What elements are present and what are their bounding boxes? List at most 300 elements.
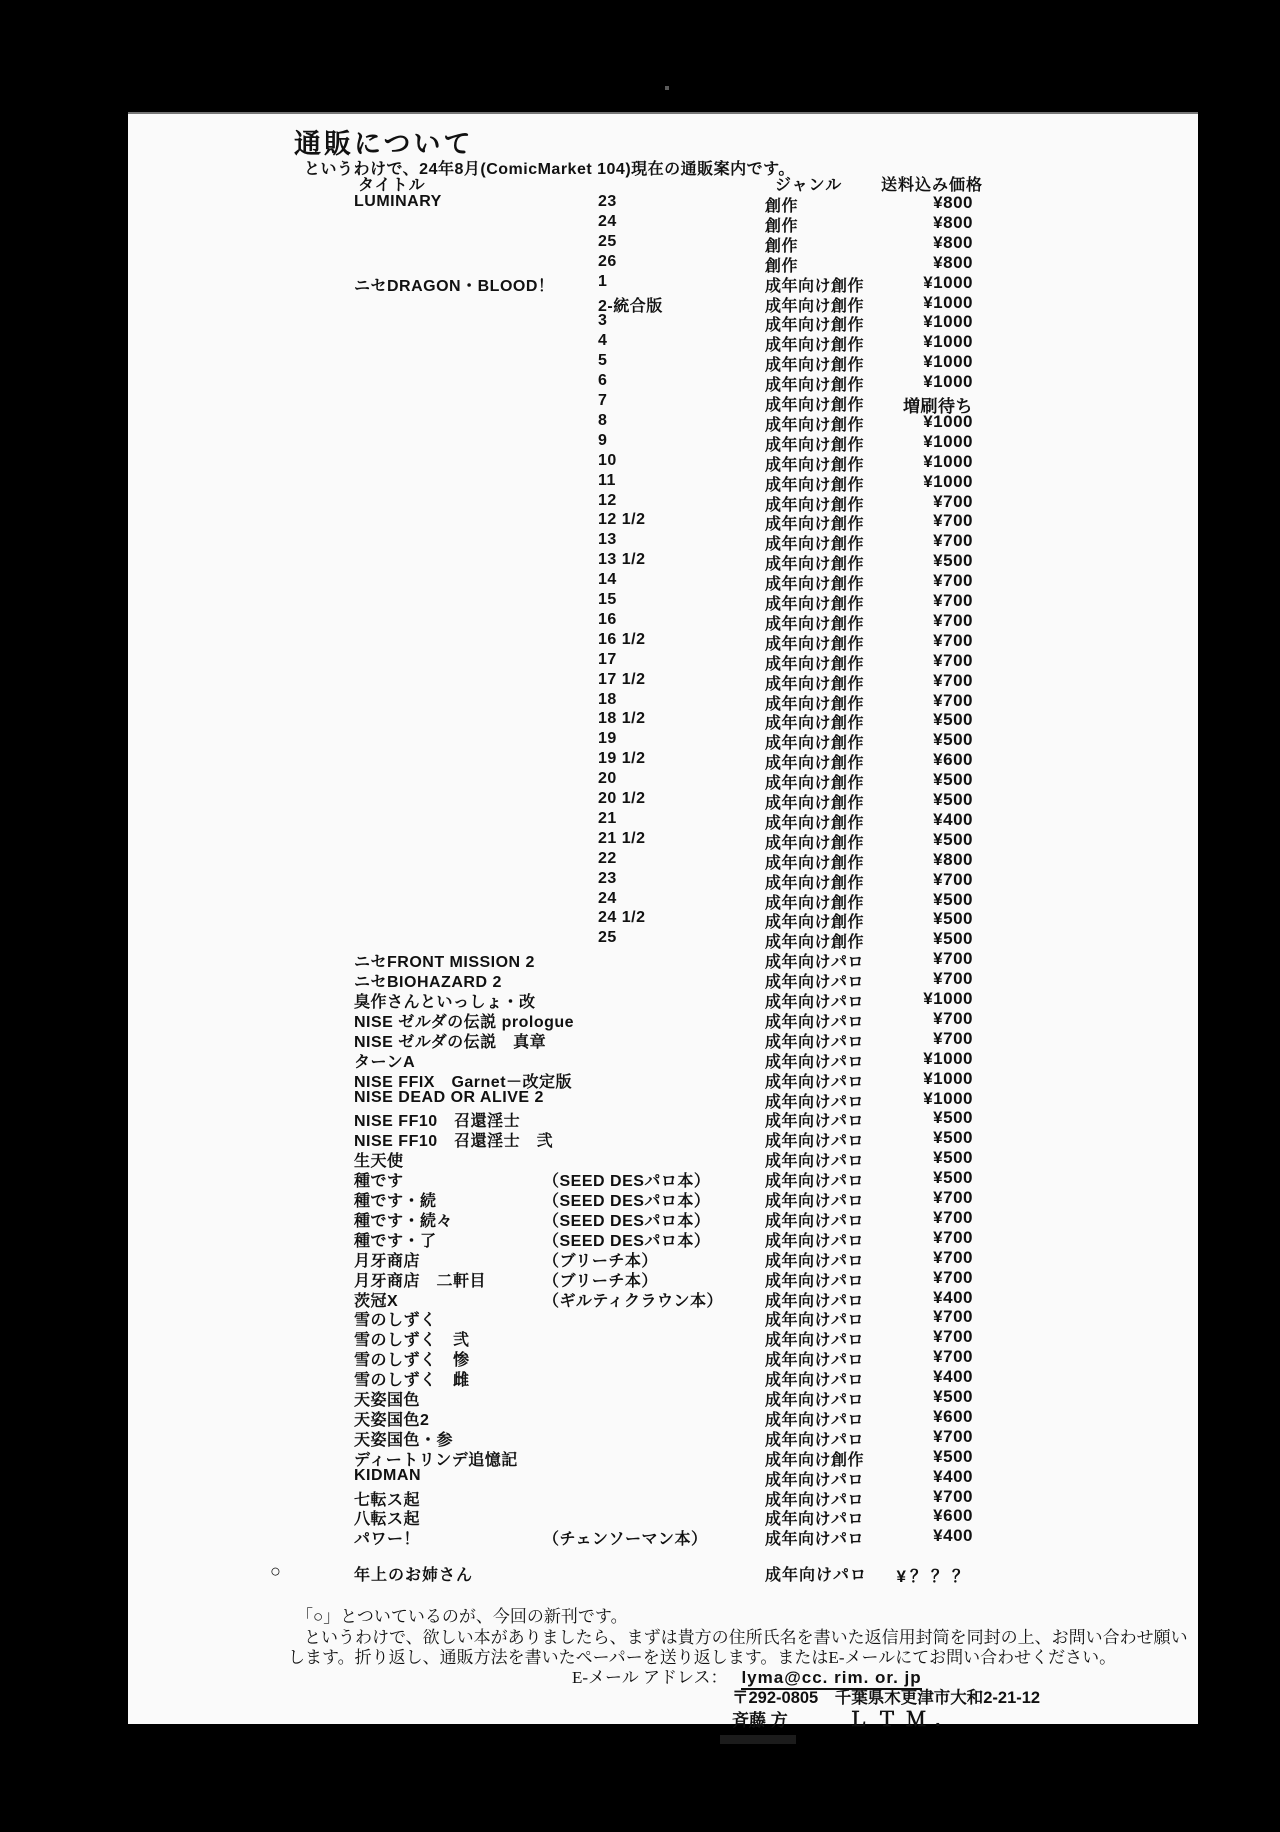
row-title: ディートリンデ追憶記 xyxy=(354,1451,518,1469)
row-genre: 成年向け創作 xyxy=(765,695,865,713)
row-genre: 成年向けパロ xyxy=(765,1212,865,1230)
intro-text: というわけで、24年8月(ComicMarket 104)現在の通販案内です。 xyxy=(304,161,795,178)
row-genre: 成年向けパロ xyxy=(765,1352,865,1370)
row-genre: 成年向けパロ xyxy=(765,1173,865,1191)
new-release-genre: 成年向けパロ xyxy=(765,1567,868,1584)
list-row xyxy=(128,1228,1198,1248)
list-row xyxy=(128,1049,1198,1069)
row-title: 雪のしずく 惨 xyxy=(354,1352,470,1370)
row-price: ¥400 xyxy=(933,1367,973,1387)
row-price: ¥700 xyxy=(933,690,973,710)
list-row xyxy=(128,1128,1198,1151)
list-row xyxy=(128,730,1198,753)
row-volume: 19 xyxy=(598,730,617,748)
row-genre: 成年向け創作 xyxy=(765,536,865,554)
row-genre: 成年向けパロ xyxy=(765,1491,865,1509)
row-genre: 成年向け創作 xyxy=(765,496,865,514)
row-note: （SEED DESパロ本） xyxy=(543,1212,711,1230)
row-title: 天姿国色2 xyxy=(354,1411,430,1429)
row-genre: 成年向けパロ xyxy=(765,1531,865,1549)
list-row xyxy=(128,890,1198,910)
row-genre: 成年向けパロ xyxy=(765,1252,865,1270)
row-title: 雪のしずく 弐 xyxy=(354,1332,470,1350)
list-row xyxy=(128,790,1198,810)
row-volume: 16 xyxy=(598,610,617,628)
row-genre: 成年向けパロ xyxy=(765,1511,865,1529)
row-price: ¥800 xyxy=(933,212,973,232)
row-price: ¥600 xyxy=(933,750,973,770)
row-price: ¥700 xyxy=(933,1347,973,1367)
list-row xyxy=(128,1069,1198,1089)
row-volume: 24 xyxy=(598,212,617,230)
list-row xyxy=(128,710,1198,733)
list-row xyxy=(128,810,1198,830)
row-volume: 25 xyxy=(598,232,617,250)
list-row xyxy=(128,1327,1198,1350)
row-price: ¥700 xyxy=(933,1426,973,1446)
row-volume: 23 xyxy=(598,193,617,210)
row-price: ¥600 xyxy=(933,1406,973,1426)
row-title: 雪のしずく 雌 xyxy=(354,1372,470,1390)
list-row xyxy=(128,1347,1198,1370)
list-row xyxy=(128,870,1198,890)
row-genre: 成年向け創作 xyxy=(765,795,865,812)
row-price: ¥400 xyxy=(933,1466,973,1486)
row-genre: 成年向け創作 xyxy=(765,715,865,733)
row-price: ¥700 xyxy=(933,1486,973,1506)
row-genre: 成年向けパロ xyxy=(765,1312,865,1330)
row-volume: 12 1/2 xyxy=(598,511,646,529)
list-row xyxy=(128,213,1198,233)
scan-artifact-dot xyxy=(665,86,669,90)
row-price: ¥500 xyxy=(933,829,973,849)
row-volume: 26 xyxy=(598,252,617,270)
row-title: ターンA xyxy=(354,1053,416,1071)
row-genre: 成年向けパロ xyxy=(765,1133,865,1151)
row-price: ¥500 xyxy=(933,1446,973,1466)
row-genre: 成年向けパロ xyxy=(765,1033,865,1051)
row-note: （チェンソーマン本） xyxy=(543,1531,708,1549)
row-title: 茨冠X xyxy=(354,1292,399,1310)
row-price: ¥400 xyxy=(933,1287,973,1307)
list-row xyxy=(128,412,1198,432)
row-price: ¥600 xyxy=(933,1506,973,1526)
row-genre: 成年向け創作 xyxy=(765,814,865,832)
list-row xyxy=(128,352,1198,375)
mail-order-info-page xyxy=(128,112,1198,1731)
row-genre: 成年向け創作 xyxy=(765,635,865,653)
row-price: ¥500 xyxy=(933,730,973,750)
row-genre: 成年向け創作 xyxy=(765,675,865,693)
row-volume: 24 1/2 xyxy=(598,909,646,927)
row-price: ¥1000 xyxy=(923,431,973,451)
row-note: （ブリーチ本） xyxy=(543,1272,658,1290)
row-genre: 成年向けパロ xyxy=(765,974,865,992)
list-row xyxy=(128,1108,1198,1131)
row-price: ¥700 xyxy=(933,1188,973,1207)
list-row xyxy=(128,591,1198,611)
circle-name: ＬＴＭ. xyxy=(848,1709,950,1731)
row-genre: 成年向けパロ xyxy=(765,1292,865,1310)
row-genre: 成年向けパロ xyxy=(765,1053,865,1071)
row-volume: 20 1/2 xyxy=(598,790,646,807)
row-price: ¥700 xyxy=(933,1207,973,1227)
row-genre: 成年向け創作 xyxy=(765,436,865,454)
row-volume: 13 1/2 xyxy=(598,551,646,569)
row-price: ¥500 xyxy=(933,1128,973,1148)
row-title: NISE FF10 召還淫士 xyxy=(354,1113,521,1131)
row-price: ¥1000 xyxy=(923,292,973,312)
list-row xyxy=(128,452,1198,472)
row-title: パワー！ xyxy=(354,1531,421,1549)
row-price: ¥500 xyxy=(933,790,973,809)
list-row xyxy=(128,1467,1198,1487)
row-price: ¥700 xyxy=(933,1267,973,1287)
list-row xyxy=(128,1447,1198,1467)
row-price: ¥500 xyxy=(933,551,973,571)
row-title: ニセDRAGON・BLOOD！ xyxy=(354,277,555,295)
row-title: 七転ス起 xyxy=(354,1491,421,1509)
row-price: ¥700 xyxy=(933,491,973,511)
row-genre: 成年向けパロ xyxy=(765,1093,865,1111)
row-price: ¥700 xyxy=(933,511,973,531)
list-row xyxy=(128,1427,1198,1447)
row-title: 種です・続 xyxy=(354,1193,437,1210)
row-genre: 成年向け創作 xyxy=(765,397,865,414)
footer-note-order-line2: します。折り返し、通販方法を書いたペーパーを送り返します。またはE-メールにてお問い合わせください。 xyxy=(288,1648,1117,1667)
new-release-row xyxy=(128,1562,1198,1584)
list-row xyxy=(128,571,1198,594)
list-row xyxy=(128,1148,1198,1171)
row-genre: 創作 xyxy=(765,237,799,255)
row-genre: 成年向け創作 xyxy=(765,357,865,375)
row-volume: 20 xyxy=(598,770,617,788)
row-genre: 創作 xyxy=(765,198,799,215)
row-genre: 成年向けパロ xyxy=(765,1431,865,1449)
list-row xyxy=(128,1009,1198,1029)
list-row xyxy=(128,850,1198,870)
row-volume: 4 xyxy=(598,332,608,350)
row-price: ¥1000 xyxy=(923,989,973,1008)
row-price: ¥500 xyxy=(933,889,973,909)
list-row xyxy=(128,691,1198,711)
list-row xyxy=(128,1307,1198,1330)
row-volume: 18 1/2 xyxy=(598,710,646,728)
row-genre: 成年向け創作 xyxy=(765,914,865,932)
row-genre: 成年向け創作 xyxy=(765,317,865,335)
row-title: 天姿国色 xyxy=(354,1392,421,1409)
row-title: LUMINARY xyxy=(354,193,442,210)
row-volume: 2-統合版 xyxy=(598,297,663,315)
list-row xyxy=(128,631,1198,651)
list-row xyxy=(128,511,1198,534)
row-genre: 成年向け創作 xyxy=(765,297,865,315)
email-address: lyma@cc. rim. or. jp xyxy=(741,1668,921,1690)
list-row xyxy=(128,531,1198,554)
row-genre: 成年向けパロ xyxy=(765,1392,865,1409)
row-price: ¥500 xyxy=(933,929,973,949)
list-row xyxy=(128,551,1198,574)
row-title: 月牙商店 xyxy=(354,1252,421,1270)
list-row xyxy=(128,293,1198,313)
row-genre: 成年向け創作 xyxy=(765,556,865,574)
list-row xyxy=(128,909,1198,932)
row-volume: 17 1/2 xyxy=(598,670,646,688)
row-title: NISE FFIX Garnet－改定版 xyxy=(354,1073,573,1091)
row-volume: 21 xyxy=(598,809,617,827)
row-volume: 8 xyxy=(598,411,608,429)
scan-artifact-smudge xyxy=(720,1735,796,1744)
list-row xyxy=(128,1188,1198,1208)
row-price: ¥1000 xyxy=(923,332,973,352)
row-volume: 16 1/2 xyxy=(598,630,646,648)
row-price: ¥1000 xyxy=(923,1048,973,1068)
new-release-title: 年上のお姉さん xyxy=(354,1567,474,1584)
row-price: ¥1000 xyxy=(923,272,973,292)
list-row xyxy=(128,1089,1198,1109)
list-row xyxy=(128,1506,1198,1529)
row-volume: 22 xyxy=(598,849,617,867)
row-price: ¥700 xyxy=(933,610,973,630)
row-price: ¥800 xyxy=(933,849,973,869)
list-row xyxy=(128,372,1198,395)
list-row xyxy=(128,1208,1198,1228)
list-row xyxy=(128,969,1198,992)
row-genre: 成年向け創作 xyxy=(765,377,865,395)
row-price: ¥800 xyxy=(933,232,973,252)
row-title: 雪のしずく xyxy=(354,1312,437,1330)
row-genre: 成年向け創作 xyxy=(765,456,865,474)
row-price: ¥1000 xyxy=(923,352,973,372)
row-price: ¥700 xyxy=(933,869,973,889)
column-header-price: 送料込み価格 xyxy=(881,177,984,194)
list-row xyxy=(128,312,1198,335)
row-genre: 成年向けパロ xyxy=(765,1193,865,1210)
row-price: ¥700 xyxy=(933,1247,973,1267)
row-price: ¥500 xyxy=(933,1387,973,1406)
row-genre: 成年向け創作 xyxy=(765,775,865,793)
list-row xyxy=(128,949,1198,972)
row-title: NISE FF10 召還淫士 弐 xyxy=(354,1133,554,1151)
list-row xyxy=(128,1288,1198,1308)
row-price: ¥700 xyxy=(933,1327,973,1347)
row-genre: 成年向けパロ xyxy=(765,1272,865,1290)
row-note: （SEED DESパロ本） xyxy=(543,1232,711,1250)
row-genre: 成年向け創作 xyxy=(765,277,865,295)
row-price: ¥500 xyxy=(933,710,973,730)
row-genre: 成年向けパロ xyxy=(765,1411,865,1429)
list-row xyxy=(128,929,1198,952)
row-volume: 18 xyxy=(598,690,617,708)
footer-note-new-release: 「○」とついているのが、今回の新刊です。 xyxy=(296,1607,628,1626)
row-price: ¥1000 xyxy=(923,411,973,431)
row-volume: 21 1/2 xyxy=(598,829,646,847)
row-volume: 13 xyxy=(598,531,617,549)
row-title: 種です・了 xyxy=(354,1232,437,1250)
row-volume: 3 xyxy=(598,312,608,330)
row-volume: 1 xyxy=(598,272,608,290)
row-volume: 17 xyxy=(598,650,617,668)
row-price: ¥1000 xyxy=(923,312,973,332)
row-price: ¥700 xyxy=(933,969,973,989)
row-price: ¥700 xyxy=(933,531,973,551)
list-row xyxy=(128,233,1198,253)
row-volume: 5 xyxy=(598,352,608,370)
row-title: 種です・続々 xyxy=(354,1212,454,1230)
row-title: 臭作さんといっしょ・改 xyxy=(354,994,536,1011)
row-genre: 成年向け創作 xyxy=(765,755,865,773)
list-row xyxy=(128,392,1198,416)
row-price: ¥700 xyxy=(933,591,973,610)
row-volume: 25 xyxy=(598,929,617,947)
row-title: 天姿国色・参 xyxy=(354,1431,454,1449)
row-price: ¥700 xyxy=(933,650,973,670)
row-price: ¥700 xyxy=(933,949,973,969)
row-price: ¥700 xyxy=(933,1028,973,1048)
row-genre: 成年向けパロ xyxy=(765,1332,865,1350)
new-release-price: ¥？？？ xyxy=(896,1567,973,1586)
list-row xyxy=(128,1029,1198,1049)
list-row xyxy=(128,1268,1198,1288)
row-price: ¥400 xyxy=(933,1526,973,1546)
row-note: （SEED DESパロ本） xyxy=(543,1173,711,1191)
row-genre: 成年向けパロ xyxy=(765,1471,865,1489)
row-price: ¥1000 xyxy=(923,471,973,491)
row-volume: 10 xyxy=(598,451,617,469)
row-price: 増刷待ち xyxy=(903,397,973,416)
list-row xyxy=(128,253,1198,273)
row-genre: 成年向け創作 xyxy=(765,934,865,952)
row-volume: 15 xyxy=(598,591,617,608)
row-genre: 成年向けパロ xyxy=(765,954,865,972)
row-genre: 成年向け創作 xyxy=(765,874,865,892)
row-note: （ギルティクラウン本） xyxy=(543,1292,724,1310)
list-row xyxy=(128,651,1198,671)
row-price: ¥500 xyxy=(933,770,973,790)
row-price: ¥500 xyxy=(933,909,973,929)
list-row xyxy=(128,611,1198,631)
row-genre: 成年向けパロ xyxy=(765,1013,865,1031)
row-genre: 成年向け創作 xyxy=(765,655,865,673)
row-volume: 24 xyxy=(598,889,617,907)
list-row xyxy=(128,193,1198,213)
row-genre: 成年向け創作 xyxy=(765,894,865,912)
row-title: NISE DEAD OR ALIVE 2 xyxy=(354,1088,544,1106)
row-price: ¥500 xyxy=(933,1148,973,1168)
list-row xyxy=(128,1168,1198,1191)
row-genre: 成年向け創作 xyxy=(765,854,865,872)
row-price: ¥700 xyxy=(933,630,973,650)
row-genre: 成年向け創作 xyxy=(765,416,865,434)
list-row xyxy=(128,332,1198,355)
list-row xyxy=(128,1407,1198,1427)
row-genre: 成年向け創作 xyxy=(765,476,865,494)
row-price: ¥1000 xyxy=(923,451,973,471)
row-volume: 9 xyxy=(598,431,608,449)
row-volume: 19 1/2 xyxy=(598,750,646,768)
row-volume: 23 xyxy=(598,869,617,887)
footer-note-order-line1: というわけで、欲しい本がありましたら、まずは貴方の住所氏名を書いた返信用封筒を同封の上、お問い合わせ願い xyxy=(304,1628,1188,1647)
row-title: 月牙商店 二軒目 xyxy=(354,1272,487,1290)
list-row xyxy=(128,989,1198,1009)
row-volume: 7 xyxy=(598,392,608,409)
row-price: ¥800 xyxy=(933,252,973,272)
row-title: NISE ゼルダの伝説 真章 xyxy=(354,1033,547,1051)
row-price: ¥700 xyxy=(933,1227,973,1247)
column-header-title: タイトル xyxy=(358,177,426,194)
list-row xyxy=(128,1248,1198,1268)
row-price: ¥700 xyxy=(933,1307,973,1327)
row-genre: 成年向けパロ xyxy=(765,1153,865,1171)
row-title: 八転ス起 xyxy=(354,1511,421,1529)
row-title: KIDMAN xyxy=(354,1466,421,1484)
list-row xyxy=(128,830,1198,850)
list-row xyxy=(128,273,1198,293)
row-genre: 成年向けパロ xyxy=(765,1073,865,1091)
row-genre: 創作 xyxy=(765,217,799,235)
row-genre: 成年向け創作 xyxy=(765,834,865,852)
row-genre: 成年向けパロ xyxy=(765,994,865,1011)
row-genre: 成年向けパロ xyxy=(765,1113,865,1131)
row-title: NISE ゼルダの伝説 prologue xyxy=(354,1013,575,1031)
row-price: ¥1000 xyxy=(923,1088,973,1108)
row-price: ¥1000 xyxy=(923,372,973,392)
row-genre: 成年向け創作 xyxy=(765,1451,865,1469)
row-note: （SEED DESパロ本） xyxy=(543,1193,711,1210)
list-row xyxy=(128,1387,1198,1407)
row-price: ¥700 xyxy=(933,670,973,690)
row-price: ¥1000 xyxy=(923,1068,973,1088)
list-row xyxy=(128,432,1198,452)
email-label: E-メール アドレス： xyxy=(572,1668,728,1687)
row-volume: 14 xyxy=(598,571,617,589)
row-title: ニセFRONT MISSION 2 xyxy=(354,954,535,972)
row-genre: 成年向け創作 xyxy=(765,337,865,355)
row-genre: 成年向け創作 xyxy=(765,576,865,594)
list-row xyxy=(128,492,1198,512)
list-row xyxy=(128,1487,1198,1507)
postal-address: 〒292-0805 千葉県木更津市大和2-21-12 xyxy=(732,1689,1041,1707)
row-price: ¥500 xyxy=(933,1108,973,1128)
list-row xyxy=(128,671,1198,691)
row-volume: 12 xyxy=(598,491,617,509)
row-genre: 成年向け創作 xyxy=(765,516,865,534)
row-price: ¥700 xyxy=(933,571,973,591)
row-price: ¥700 xyxy=(933,1008,973,1028)
row-genre: 成年向けパロ xyxy=(765,1232,865,1250)
new-release-mark: ○ xyxy=(270,1561,281,1581)
list-row xyxy=(128,770,1198,793)
row-genre: 創作 xyxy=(765,257,799,275)
care-of-name: 斉藤 方 xyxy=(732,1711,788,1730)
row-note: （ブリーチ本） xyxy=(543,1252,658,1270)
row-price: ¥500 xyxy=(933,1168,973,1188)
row-volume: 11 xyxy=(598,471,616,489)
row-genre: 成年向け創作 xyxy=(765,735,865,753)
page-title: 通販について xyxy=(294,129,474,159)
row-genre: 成年向けパロ xyxy=(765,1372,865,1390)
row-genre: 成年向け創作 xyxy=(765,615,865,633)
list-row xyxy=(128,1526,1198,1549)
row-title: ニセBIOHAZARD 2 xyxy=(354,974,502,992)
row-price: ¥400 xyxy=(933,809,973,829)
list-row xyxy=(128,1367,1198,1390)
list-row xyxy=(128,750,1198,773)
row-volume: 6 xyxy=(598,372,608,390)
list-row xyxy=(128,472,1198,492)
row-title: 種です xyxy=(354,1173,404,1191)
column-header-genre: ジャンル xyxy=(775,177,843,194)
